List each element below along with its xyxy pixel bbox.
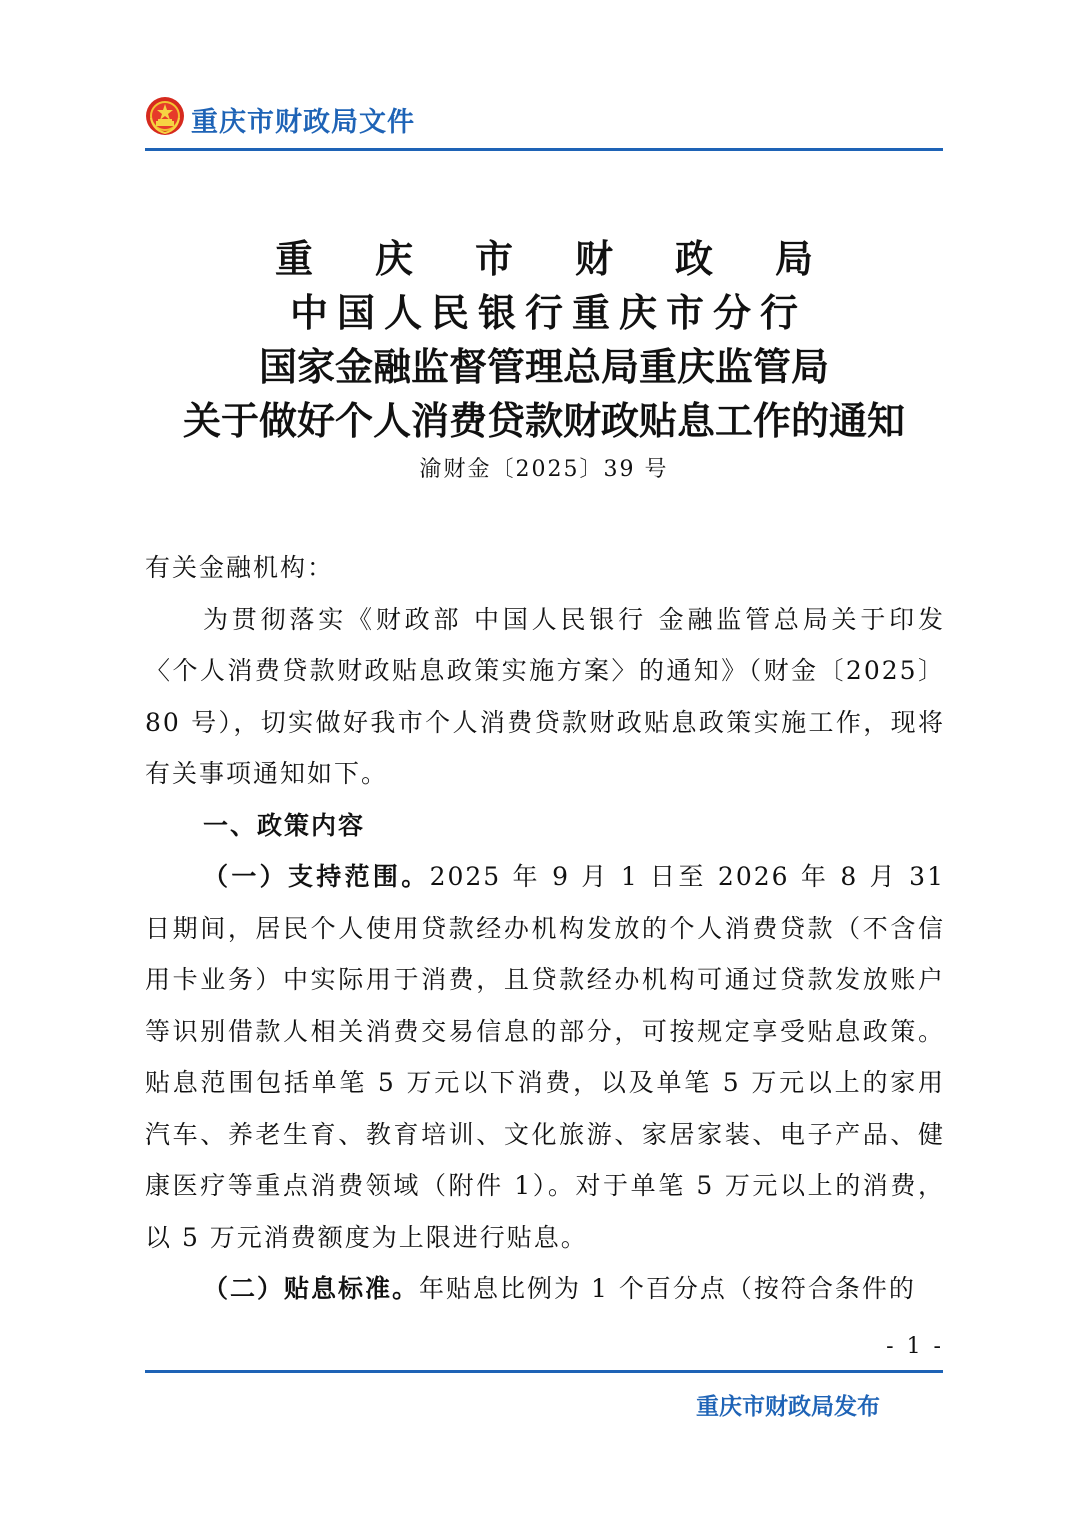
document-body xyxy=(145,542,945,1315)
national-emblem-icon xyxy=(145,96,185,136)
item-label: （一）支持范围。 xyxy=(203,862,430,891)
footer-publisher: 重庆市财政局发布 xyxy=(696,1394,880,1420)
item-subsidy-standard xyxy=(145,1263,945,1315)
document-header xyxy=(145,94,943,154)
title-issuer-pboc: 中国人民银行重庆市分行 xyxy=(289,290,807,335)
header-title: 重庆市财政局文件 xyxy=(191,107,415,138)
item-label: （二）贴息标准。 xyxy=(203,1274,420,1303)
salutation: 有关金融机构： xyxy=(145,553,335,582)
item-support-scope xyxy=(145,851,945,1263)
footer-divider xyxy=(145,1370,943,1373)
page-number: - 1 - xyxy=(886,1334,944,1359)
section-heading: 一、政策内容 xyxy=(203,810,366,840)
document-title xyxy=(145,232,943,490)
title-issuer-regulator: 国家金融监督管理总局重庆监管局 xyxy=(258,344,829,389)
item-text: 年贴息比例为 1 个百分点（按符合条件的 xyxy=(419,1274,916,1303)
header-divider xyxy=(145,148,943,151)
intro-paragraph: 为贯彻落实《财政部 中国人民银行 金融监管总局关于印发〈个人消费贷款财政贴息政策实施方案〉的通知》（财金〔2025〕80 号），切实做好我市个人消费贷款财政贴息政策实施工作，现将有关事项通知如下。 xyxy=(145,604,945,788)
title-subject: 关于做好个人消费贷款财政贴息工作的通知 xyxy=(182,398,905,443)
document-number: 渝财金〔2025〕39 号 xyxy=(419,457,669,482)
title-issuer-finance: 重庆市财政局 xyxy=(274,236,875,281)
item-text: 2025 年 9 月 1 日至 2026 年 8 月 31 日期间，居民个人使用贷款经办机构发放的个人消费贷款（不含信用卡业务）中实际用于消费，且贷款经办机构可通过贷款发放账户等识别借款人相关消费交易信息的部分，可按规定享受贴息政策。贴息范围包括单笔 5 万元以下消费，以及单笔 5 万元以上的家用汽车、养老生育、教育培训、文化旅游、家居家装、电子产品、健康医疗等重点消费领域（附件 1）。对于单笔 5 万元以上的消费，以 5 万元消费额度为上限进行贴息。 xyxy=(145,862,945,1252)
